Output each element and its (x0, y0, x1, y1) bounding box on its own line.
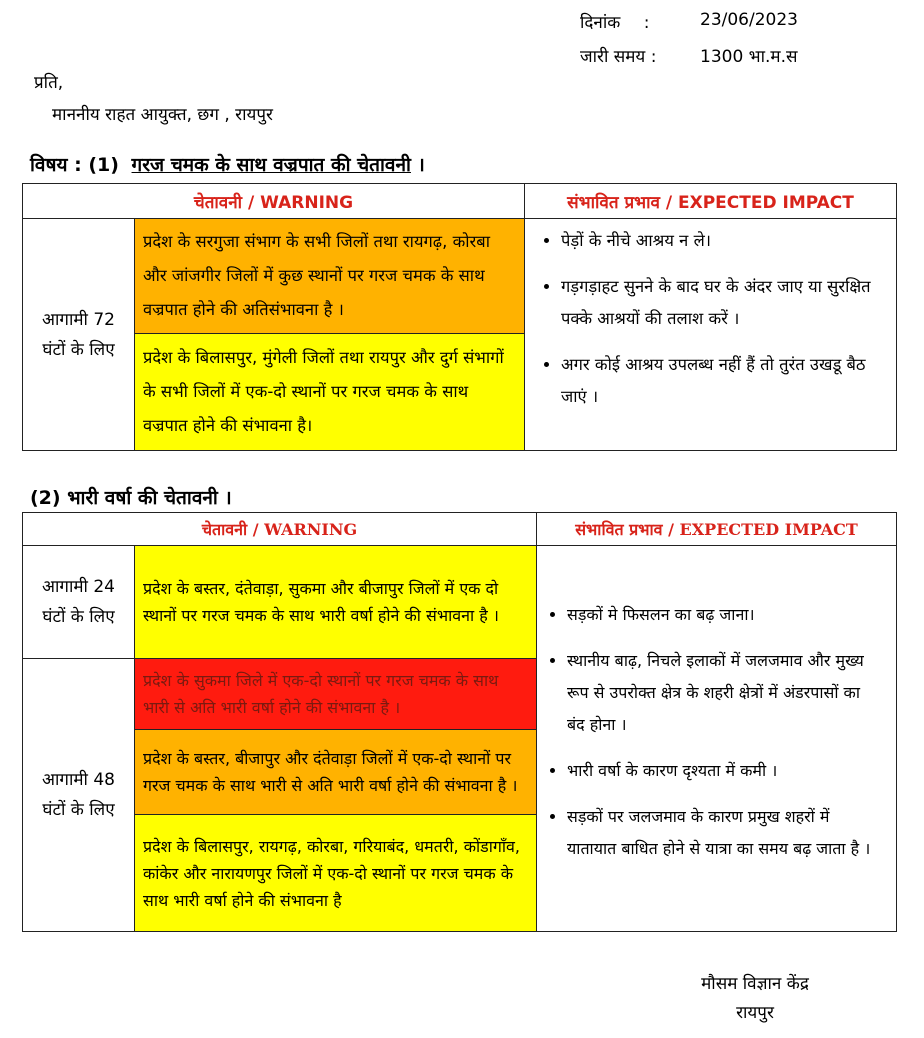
impact-list-cell (525, 219, 897, 451)
subject-end: । (417, 154, 425, 176)
impact-header-2: संभावित प्रभाव / EXPECTED IMPACT (537, 513, 897, 546)
period-72h-line1: आगामी 72 (42, 309, 115, 330)
impact-item-2: • सड़कों पर जलजमाव के कारण प्रमुख शहरों में यातायात बाधित होने से यात्रा का समय बढ़ जाता है । (567, 801, 882, 865)
impact-item-2: • भारी वर्षा के कारण दृश्यता में कमी । (567, 755, 882, 787)
date-label: दिनांक (580, 13, 621, 33)
lightning-warning-table (22, 183, 897, 451)
office-city: रायपुर (736, 1003, 774, 1023)
period-24h (23, 546, 135, 659)
period-24h-line2: घंटों के लिए (42, 607, 115, 627)
addressee-to: प्रति, (34, 73, 64, 93)
period-72h (23, 219, 135, 451)
date-line (580, 10, 649, 33)
subject-heading (30, 151, 425, 177)
period-48h (23, 659, 135, 932)
impact-item: • अगर कोई आश्रय उपलब्ध नहीं हैं तो तुरंत उखडू बैठ जाएं । (561, 349, 882, 413)
period-72h-line2: घंटों के लिए (42, 339, 115, 360)
impact-item: • पेड़ों के नीचे आश्रय न ले। (561, 225, 882, 257)
issue-value: 1300 भा.म.स (700, 47, 798, 67)
impact-item-2: • स्थानीय बाढ़, निचले इलाकों में जलजमाव और मुख्य रूप से उपरोक्त क्षेत्र के शहरी क्षेत्रों में अंडरपासों का बंद होना । (567, 645, 882, 741)
warning-row-lightning-high: प्रदेश के सरगुजा संभाग के सभी जिलों तथा रायगढ़, कोरबा और जांजगीर जिलों में कुछ स्थानों पर गरज चमक के साथ वज्रपात होने की अतिसंभावना है । (135, 219, 525, 334)
period-48h-line1: आगामी 48 (42, 770, 115, 790)
warning-row-rain-orange: प्रदेश के बस्तर, बीजापुर और दंतेवाड़ा जिलों में एक-दो स्थानों पर गरज चमक के साथ भारी से अति भारी वर्षा होने की संभावना है । (135, 730, 537, 815)
impact-item: • गड़गड़ाहट सुनने के बाद घर के अंदर जाए या सुरक्षित पक्के आश्रयों की तलाश करें । (561, 271, 882, 335)
warning-row-rain-yellow: प्रदेश के बिलासपुर, रायगढ़, कोरबा, गरियाबंद, धमतरी, कोंडागाँव, कांकेर और नारायणपुर जिलों में एक-दो स्थानों पर गरज चमक के साथ भारी वर्षा होने की संभावना है (135, 815, 537, 932)
subject-prefix: विषय : (1) (30, 154, 119, 176)
impact-header: संभावित प्रभाव / EXPECTED IMPACT (525, 184, 897, 219)
date-value: 23/06/2023 (700, 10, 798, 30)
rain-warning-table (22, 512, 897, 932)
issuing-office (640, 970, 870, 1028)
office-name: मौसम विज्ञान केंद्र (701, 974, 809, 994)
subject-text: गरज चमक के साथ वज्रपात की चेतावनी (131, 154, 411, 176)
period-24h-line1: आगामी 24 (42, 577, 115, 597)
date-separator: : (643, 13, 650, 33)
warning-row-rain-red: प्रदेश के सुकमा जिले में एक-दो स्थानों पर गरज चमक के साथ भारी से अति भारी वर्षा होने की संभावना है । (135, 659, 537, 730)
period-48h-line2: घंटों के लिए (42, 800, 115, 820)
warning-row-rain-24h: प्रदेश के बस्तर, दंतेवाड़ा, सुकमा और बीजापुर जिलों में एक दो स्थानों पर गरज चमक के साथ भारी वर्षा होने की संभावना है । (135, 546, 537, 659)
impact-list-2 (549, 599, 882, 865)
section2-heading: (2) भारी वर्षा की चेतावनी । (30, 487, 232, 509)
impact-list (537, 225, 882, 413)
issue-label: जारी समय : (580, 47, 657, 67)
warning-header-2: चेतावनी / WARNING (23, 513, 537, 546)
impact-item-2: • सड़कों मे फिसलन का बढ़ जाना। (567, 599, 882, 631)
warning-row-lightning: प्रदेश के बिलासपुर, मुंगेली जिलों तथा रायपुर और दुर्ग संभागों के सभी जिलों में एक-दो स्थानों पर गरज चमक के साथ वज्रपात होने की संभावना है। (135, 334, 525, 451)
addressee-name: माननीय राहत आयुक्त, छग , रायपुर (52, 105, 273, 125)
warning-header: चेतावनी / WARNING (23, 184, 525, 219)
impact-list-cell-2 (537, 546, 897, 932)
